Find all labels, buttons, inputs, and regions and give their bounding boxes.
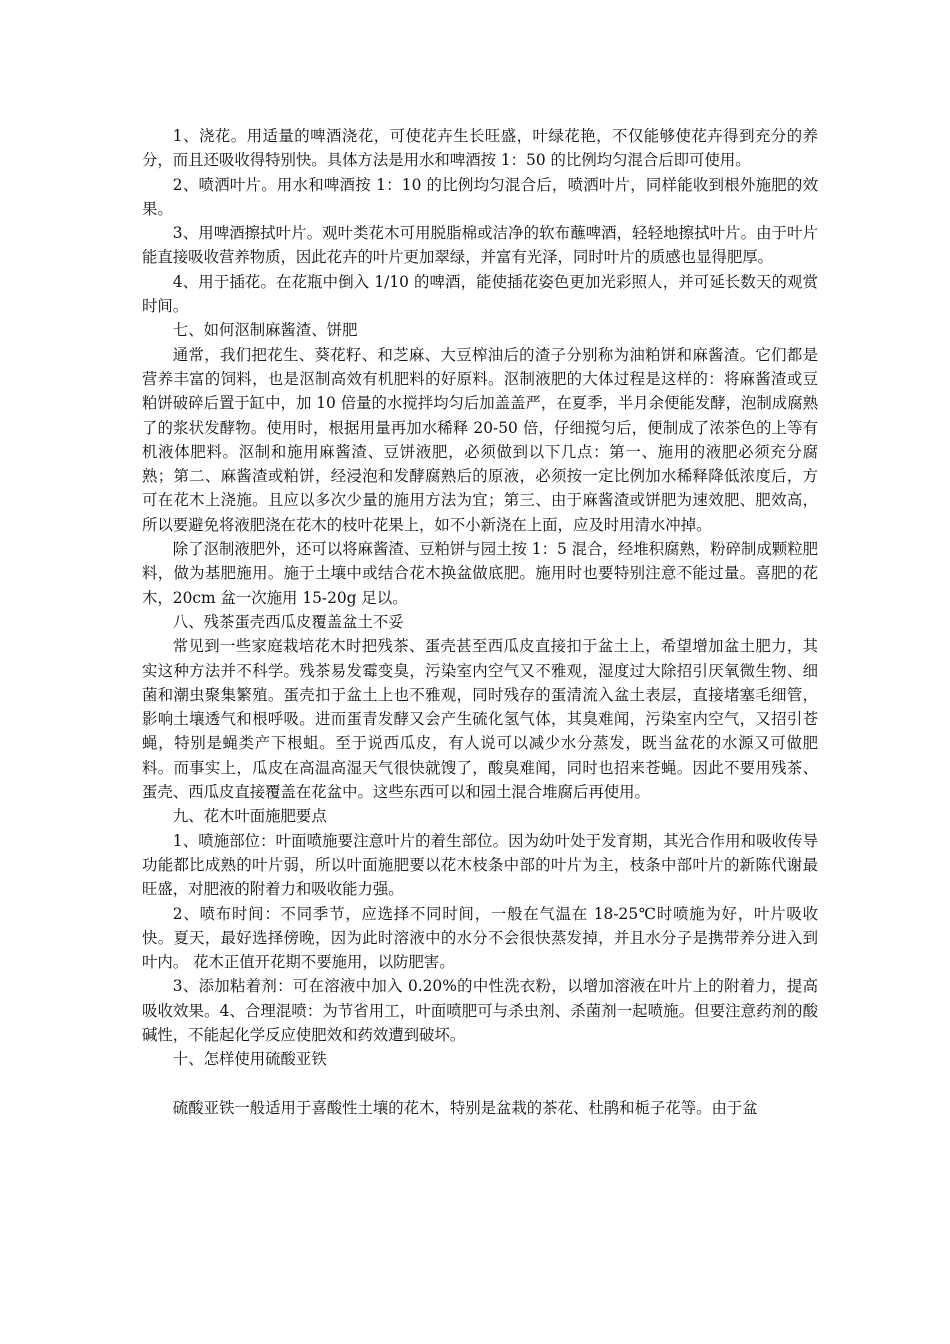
paragraph-tea-eggshell: 常见到一些家庭栽培花木时把残茶、蛋壳甚至西瓜皮直接扣于盆土上，希望增加盆土肥力，其实这种方法并不科学。残茶易发霉变臭，污染室内空气又不雅观，湿度过大除招引厌氧微生物、细菌和潮虫聚集繁殖。蛋壳扣于盆土上也不雅观，同时残存的蛋清流入盆土表层，直接堵塞毛细管，影响土壤透气和根呼吸。进而蛋青发酵又会产生硫化氢气体，其臭难闻，污染室内空气，又招引苍蝇，特别是蝇类产下根蛆。至于说西瓜皮，有人说可以减少水分蒸发，既当盆花的水源又可做肥料。而事实上，瓜皮在高温高湿天气很快就馊了，酸臭难闻，同时也招来苍蝇。因此不要用残茶、蛋壳、西瓜皮直接覆盖在花盆中。这些东西可以和园土混合堆腐后再使用。 [142,637,818,802]
paragraph-ferrous-sulfate: 硫酸亚铁一般适用于喜酸性土壤的花木，特别是盆栽的茶花、杜鹃和栀子花等。由于盆 [172,1098,758,1117]
paragraph-beer-watering: 1、浇花。用适量的啤酒浇花，可使花卉生长旺盛，叶绿花艳，不仅能够使花卉得到充分的养分，而且还吸收得特别快。具体方法是用水和啤酒按 1：50 的比例均匀混合后即可使用。 [142,127,818,170]
paragraph-spray-position: 1、喷施部位：叶面喷施要注意叶片的着生部位。因为幼叶处于发育期，其光合作用和吸收传导功能都比成熟的叶片弱，所以叶面施肥要以花木枝条中部的叶片为主，枝条中部叶片的新陈代谢最旺盛，对肥液的附着力和吸收能力强。 [142,831,818,899]
section-heading-10: 十、怎样使用硫酸亚铁 [172,1050,327,1069]
section-heading-9: 九、花木叶面施肥要点 [172,807,327,826]
paragraph-spray-timing: 2、喷布时间：不同季节，应选择不同时间，一般在气温在 18-25℃时喷施为好，叶片吸收快。夏天，最好选择傍晚，因为此时溶液中的水分不会很快蒸发掉，并且水分子是携带养分进入到叶内。 花木正值开花期不要施用，以防肥害。 [142,904,818,972]
paragraph-liquid-fertilizer: 通常，我们把花生、葵花籽、和芝麻、大豆榨油后的渣子分别称为油粕饼和麻酱渣。它们都是营养丰富的饲料，也是沤制高效有机肥料的好原料。沤制液肥的大体过程是这样的：将麻酱渣或豆粕饼破碎后置于缸中，加 10 倍量的水搅拌均匀后加盖盖严，在夏季，半月余便能发酵，泡制成腐熟了的浆状发酵物。使用时，根据用量再加水稀释 20-50 倍，仔细搅匀后，便制成了浓茶色的上等有机液体肥料。沤制和施用麻酱渣、豆饼液肥，必须做到以下几点：第一、施用的液肥必须充分腐熟；第二、麻酱渣或粕饼，经浸泡和发酵腐熟后的原液，必须按一定比例加水稀释降低浓度后，方可在花木上浇施。且应以多次少量的施用方法为宜；第三、由于麻酱渣或饼肥为速效肥、肥效高，所以要避免将液肥浇在花木的枝叶花果上，如不小新浇在上面，应及时用清水冲掉。 [142,345,818,534]
document-body [142,124,818,1120]
paragraph-adhesive-mixing: 3、添加粘着剂：可在溶液中加入 0.20%的中性洗衣粉，以增加溶液在叶片上的附着力，提高吸收效果。4、合理混喷：为节省用工，叶面喷肥可与杀虫剂、杀菌剂一起喷施。但要注意药剂的酸碱性，不能起化学反应使肥效和药效遭到破坏。 [142,977,818,1044]
paragraph-beer-arrangement: 4、用于插花。在花瓶中倒入 1/10 的啤酒，能使插花姿色更加光彩照人，并可延长数天的观赏时间。 [142,272,818,316]
section-heading-7: 七、如何沤制麻酱渣、饼肥 [172,321,358,340]
paragraph-granular-fertilizer: 除了沤制液肥外，还可以将麻酱渣、豆粕饼与园土按 1：5 混合，经堆积腐熟，粉碎制成颗粒肥料，做为基肥施用。施于土壤中或结合花木换盆做底肥。施用时也要特别注意不能过量。喜肥的花木，20cm 盆一次施用 15-20g 足以。 [142,540,818,607]
section-heading-8: 八、残茶蛋壳西瓜皮覆盖盆土不妥 [172,612,404,631]
paragraph-beer-wiping: 3、用啤酒擦拭叶片。观叶类花木可用脱脂棉或洁净的软布蘸啤酒，轻轻地擦拭叶片。由于叶片能直接吸收营养物质，因此花卉的叶片更加翠绿，并富有光泽，同时叶片的质感也显得肥厚。 [142,224,818,267]
blank-line [142,1072,818,1096]
paragraph-beer-spraying: 2、喷洒叶片。用水和啤酒按 1：10 的比例均匀混合后，喷洒叶片，同样能收到根外施肥的效果。 [142,175,818,218]
